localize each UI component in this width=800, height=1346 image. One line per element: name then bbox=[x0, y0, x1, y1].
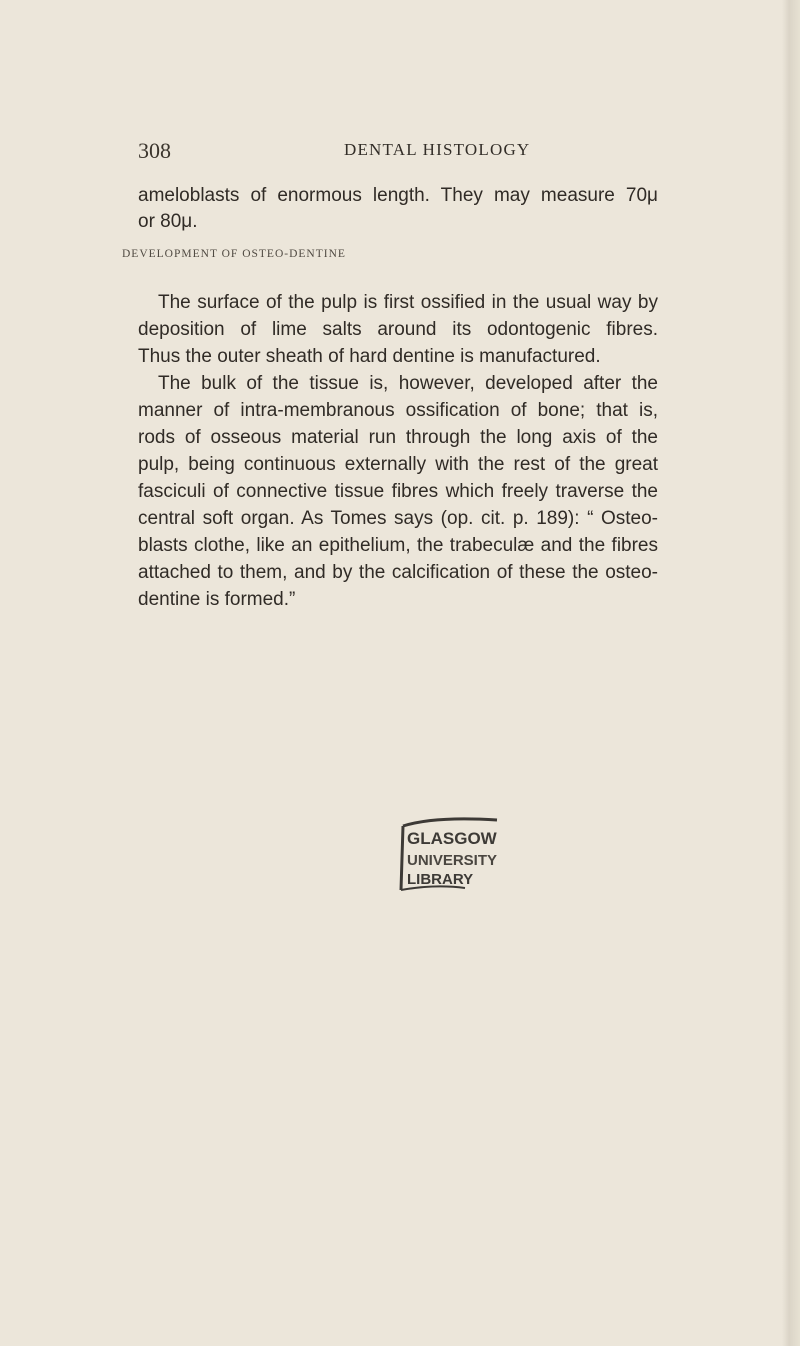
text-line: central soft organ. As Tomes says (op. cit. p. 189): “ Osteo- bbox=[138, 508, 658, 529]
text-line: or 80μ. bbox=[138, 211, 198, 232]
text-line: The bulk of the tissue is, however, developed after the bbox=[158, 373, 658, 394]
text-line: manner of intra-membranous ossification of bone; that is, bbox=[138, 400, 658, 421]
stamp-line: UNIVERSITY bbox=[407, 852, 498, 869]
text-line: The surface of the pulp is first ossified in the usual way by bbox=[158, 292, 658, 313]
text-line: attached to them, and by the calcification of these the osteo- bbox=[138, 562, 658, 583]
text-line: fasciculi of connective tissue fibres which freely traverse the bbox=[138, 481, 658, 502]
library-stamp bbox=[395, 812, 505, 894]
text-line: deposition of lime salts around its odontogenic fibres. bbox=[138, 319, 658, 340]
stamp-line: GLASGOW bbox=[407, 829, 497, 848]
text-line: ameloblasts of enormous length. They may measure 70μ bbox=[138, 185, 658, 206]
library-stamp-graphic bbox=[395, 812, 505, 894]
page-number: 308 bbox=[138, 138, 171, 163]
text-line: pulp, being continuous externally with the rest of the great bbox=[138, 454, 658, 475]
text-line: blasts clothe, like an epithelium, the trabeculæ and the fibres bbox=[138, 535, 658, 556]
section-heading: DEVELOPMENT OF OSTEO-DENTINE bbox=[122, 248, 346, 260]
text-line: rods of osseous material run through the long axis of the bbox=[138, 427, 658, 448]
page-edge-shadow bbox=[782, 0, 800, 1346]
text-line: dentine is formed.” bbox=[138, 589, 296, 610]
stamp-line: LIBRARY bbox=[407, 871, 474, 888]
page-header bbox=[138, 138, 658, 168]
running-head: DENTAL HISTOLOGY bbox=[344, 140, 531, 159]
text-line: Thus the outer sheath of hard dentine is manufactured. bbox=[138, 346, 601, 367]
